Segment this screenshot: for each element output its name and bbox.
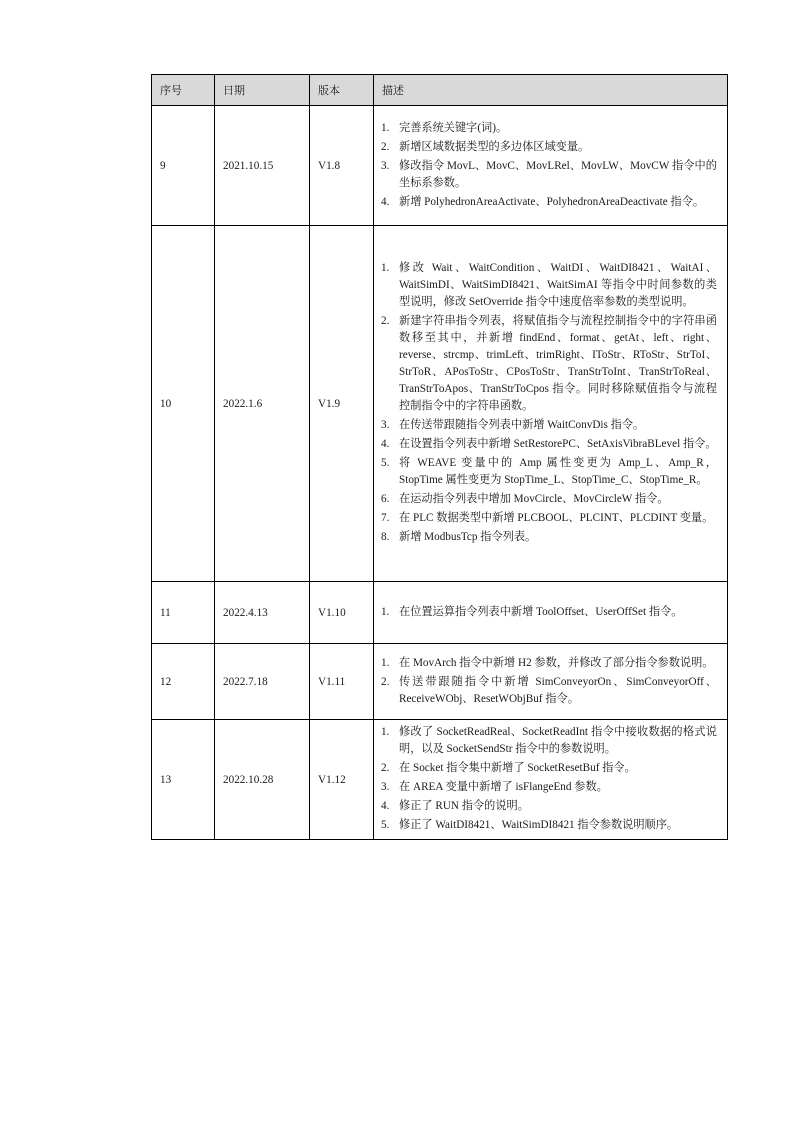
description-item (381, 260, 717, 311)
table-row (152, 720, 728, 840)
header-version: 版本 (310, 75, 374, 106)
description-item-text: 在运动指令列表中增加 MovCircle、MovCircleW 指令。 (399, 493, 669, 505)
row-description (374, 226, 728, 582)
description-item (381, 655, 717, 672)
row-description (374, 582, 728, 644)
description-item-text: 新增 ModbusTcp 指令列表。 (399, 531, 537, 543)
description-item-number: 3. (381, 159, 390, 172)
description-item-text: 在 AREA 变量中新增了 isFlangeEnd 参数。 (399, 781, 608, 793)
description-item-number: 3. (381, 419, 390, 431)
table-row (152, 582, 728, 644)
description-item-text: 在 MovArch 指令中新增 H2 参数，并修改了部分指令参数说明。 (399, 656, 714, 669)
description-item-text: 在 Socket 指令集中新增了 SocketResetBuf 指令。 (399, 762, 636, 774)
description-item (381, 455, 717, 489)
header-description: 描述 (374, 75, 728, 106)
description-item-number: 1. (381, 121, 390, 134)
row-seq: 11 (152, 582, 215, 644)
description-item-number: 2. (381, 675, 390, 688)
description-item (381, 139, 717, 156)
description-item-number: 1. (381, 656, 390, 669)
row-description (374, 644, 728, 720)
description-item-text: 修正了 WaitDI8421、WaitSimDI8421 指令参数说明顺序。 (399, 819, 679, 831)
description-item (381, 194, 717, 211)
description-item (381, 604, 717, 621)
description-item-text: 在传送带跟随指令列表中新增 WaitConvDis 指令。 (399, 419, 645, 431)
description-item-text: 将 WEAVE 变量中的 Amp 属性变更为 Amp_L、Amp_R，StopTime 属性变更为 StopTime_L、StopTime_C、StopTime_R。 (399, 457, 717, 486)
description-item-number: 4. (381, 800, 390, 812)
description-item (381, 779, 717, 796)
header-seq: 序号 (152, 75, 215, 106)
description-item-text: 修正了 RUN 指令的说明。 (399, 800, 529, 812)
description-item-number: 2. (381, 315, 390, 327)
description-item (381, 436, 717, 453)
description-item (381, 529, 717, 546)
row-version: V1.8 (310, 106, 374, 226)
description-list (381, 260, 717, 546)
description-item-text: 在 PLC 数据类型中新增 PLCBOOL、PLCINT、PLCDINT 变量。 (399, 512, 714, 524)
row-version: V1.11 (310, 644, 374, 720)
description-item (381, 724, 717, 758)
description-list (381, 120, 717, 211)
table-body (152, 106, 728, 840)
description-item (381, 817, 717, 834)
row-description (374, 106, 728, 226)
row-version: V1.9 (310, 226, 374, 582)
description-item-number: 5. (381, 819, 390, 831)
description-item-text: 新增区域数据类型的多边体区域变量。 (399, 140, 590, 153)
description-list (381, 724, 717, 834)
description-item-text: 新建字符串指令列表，将赋值指令与流程控制指令中的字符串函数移至其中，并新增 findEnd、format、getAt、left、right、reverse、strcmp、trimLeft、trimRight、IToStr、RToStr、StrToI、StrToR、APosToStr、CPosToStr、TranStrToInt、TranStrToReal、TranStrToApos、TranStrToCpos 指令。同时移除赋值指令与流程控制指令中的字符串函数。 (399, 315, 717, 412)
description-item-number: 1. (381, 262, 390, 274)
description-item-number: 4. (381, 438, 390, 450)
row-seq: 12 (152, 644, 215, 720)
description-item-number: 3. (381, 781, 390, 793)
description-item (381, 674, 717, 708)
description-item-number: 2. (381, 140, 390, 153)
description-item-text: 完善系统关键字(词)。 (399, 121, 508, 134)
table-row (152, 106, 728, 226)
description-item-text: 修改指令 MovL、MovC、MovLRel、MovLW、MovCW 指令中的坐标系参数。 (399, 159, 717, 189)
description-item-text: 修改了 SocketReadReal、SocketReadInt 指令中接收数据的格式说明，以及 SocketSendStr 指令中的参数说明。 (399, 726, 717, 755)
description-item (381, 491, 717, 508)
description-item-text: 新增 PolyhedronAreaActivate、PolyhedronAreaDeactivate 指令。 (399, 195, 705, 208)
description-item-number: 7. (381, 512, 390, 524)
row-version: V1.10 (310, 582, 374, 644)
description-item-number: 6. (381, 493, 390, 505)
description-item (381, 760, 717, 777)
header-date: 日期 (215, 75, 310, 106)
revision-history-table (151, 74, 728, 840)
table-row (152, 226, 728, 582)
table-row (152, 644, 728, 720)
description-item-number: 4. (381, 195, 390, 208)
row-date: 2022.7.18 (215, 644, 310, 720)
description-item (381, 120, 717, 137)
row-seq: 13 (152, 720, 215, 840)
description-item (381, 417, 717, 434)
description-item (381, 798, 717, 815)
description-item (381, 313, 717, 415)
table-header-row (152, 75, 728, 106)
row-seq: 9 (152, 106, 215, 226)
description-item-text: 在位置运算指令列表中新增 ToolOffset、UserOffSet 指令。 (399, 605, 683, 618)
description-item-text: 在设置指令列表中新增 SetRestorePC、SetAxisVibraBLevel 指令。 (399, 438, 717, 450)
description-item-number: 1. (381, 605, 390, 618)
description-item-number: 5. (381, 457, 390, 469)
row-description (374, 720, 728, 840)
row-date: 2022.4.13 (215, 582, 310, 644)
row-date: 2021.10.15 (215, 106, 310, 226)
description-item-text: 修改 Wait、WaitCondition、WaitDI、WaitDI8421、WaitAI、WaitSimDI、WaitSimDI8421、WaitSimAI 等指令中时间参数的类型说明，修改 SetOverride 指令中速度倍率参数的类型说明。 (399, 262, 717, 308)
row-seq: 10 (152, 226, 215, 582)
row-version: V1.12 (310, 720, 374, 840)
description-item-number: 1. (381, 726, 390, 738)
description-item-number: 2. (381, 762, 390, 774)
description-item-text: 传送带跟随指令中新增 SimConveyorOn、SimConveyorOff、ReceiveWObj、ResetWObjBuf 指令。 (399, 675, 717, 705)
description-list (381, 655, 717, 708)
row-date: 2022.1.6 (215, 226, 310, 582)
description-item-number: 8. (381, 531, 390, 543)
description-item (381, 158, 717, 192)
row-date: 2022.10.28 (215, 720, 310, 840)
description-item (381, 510, 717, 527)
description-list (381, 604, 717, 621)
